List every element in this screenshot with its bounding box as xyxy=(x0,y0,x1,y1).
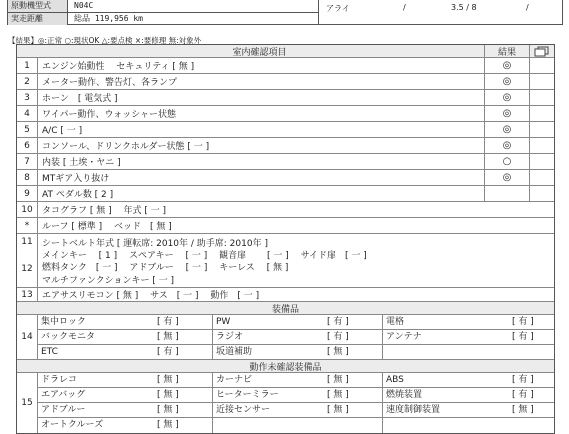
result-cell xyxy=(484,170,530,185)
interior-header xyxy=(17,45,554,58)
result-mark: ◎ xyxy=(502,124,512,135)
equipment-value: [ 無 ] xyxy=(157,390,179,400)
row-number: 3 xyxy=(17,90,38,105)
equipment-name: 速度制御装置 xyxy=(386,405,441,415)
check-item: MTギア入り抜け xyxy=(42,174,110,184)
result-cell xyxy=(484,122,530,137)
table-row xyxy=(17,186,554,202)
column-divider xyxy=(212,315,213,329)
column-divider xyxy=(382,330,383,344)
equipment-value: [ 有 ] xyxy=(512,390,534,400)
equipment-name: 燃焼装置 xyxy=(386,390,423,400)
table-row xyxy=(17,234,554,250)
equipment-row xyxy=(37,403,554,418)
equipment-value: [ 無 ] xyxy=(327,390,349,400)
equipment-row xyxy=(37,330,554,345)
table-row-air-suspension xyxy=(17,288,554,302)
equipment-value: [ 有 ] xyxy=(512,332,534,342)
result-mark: ◎ xyxy=(502,172,512,183)
result-mark: ◎ xyxy=(502,92,512,103)
equipment-name: エアバッグ xyxy=(41,390,86,400)
unchecked-block xyxy=(17,373,554,433)
equipment-name: ドラレコ xyxy=(41,375,78,385)
result-legend: 【結果】◎:正常 ○:現状OK △:要点検 ×:要修理 無:対象外 xyxy=(8,36,202,45)
table-row xyxy=(17,122,554,138)
table-row xyxy=(17,74,554,90)
equipment-value: [ 無 ] xyxy=(327,405,349,415)
equipment-name: アンテナ xyxy=(386,332,422,342)
equipment-value: [ 無 ] xyxy=(157,405,179,415)
mileage-value: 総品 119,956 km xyxy=(74,14,143,23)
column-divider xyxy=(382,388,383,402)
check-item: ルーフ [ 標準 ] ベッド [ 無 ] xyxy=(42,222,172,232)
equipment-name: 近接センサー xyxy=(216,405,271,415)
equipment-name: バックモニタ xyxy=(41,332,96,342)
equipment-value: [ 有 ] xyxy=(327,317,349,327)
equipment-value: [ 有 ] xyxy=(512,375,534,385)
column-divider xyxy=(212,388,213,402)
check-item: ワイパー動作、ウォッシャー状態 xyxy=(42,110,177,120)
column-divider xyxy=(212,330,213,344)
column-divider xyxy=(212,403,213,417)
row-number: 10 xyxy=(17,202,38,217)
column-divider xyxy=(382,403,383,417)
check-item: タコグラフ [ 無 ] 年式 [ 一 ] xyxy=(42,206,167,216)
equipment-name: PW xyxy=(216,317,231,327)
row-number: 4 xyxy=(17,106,38,121)
equipment-section-title: 装備品 xyxy=(17,302,554,315)
row-number: 8 xyxy=(17,170,38,185)
air-suspension-item: エアサスリモコン [ 無 ] サス [ 一 ] 動作 [ 一 ] xyxy=(42,291,260,301)
model-value: N04C xyxy=(74,1,94,10)
result-mark: ◎ xyxy=(502,108,512,119)
model-label: 原動機型式 xyxy=(8,0,68,12)
equipment-value: [ 無 ] xyxy=(327,375,349,385)
row-number: 15 xyxy=(17,373,38,433)
check-item: シートベルト年式 [ 運転席: 2010年 / 助手席: 2010年 ] xyxy=(42,238,268,249)
alignment-value-3: / xyxy=(526,3,529,12)
equipment-name: カーナビ xyxy=(216,375,253,385)
model-row xyxy=(8,0,318,12)
equipment-block xyxy=(17,315,554,360)
equipment-name: 電格 xyxy=(386,317,405,327)
row-number: 2 xyxy=(17,74,38,89)
result-cell xyxy=(484,74,530,89)
check-item: コンソール、ドリンクホルダー状態 [ 一 ] xyxy=(42,142,210,152)
check-item: メーター動作、警告灯、各ランプ xyxy=(42,78,178,88)
table-row-keys xyxy=(17,250,554,288)
equipment-row xyxy=(37,388,554,403)
check-item: AT ペダル数 [ 2 ] xyxy=(42,190,114,200)
equipment-name: アドブルー xyxy=(41,405,86,415)
row-number: 1 xyxy=(17,58,38,73)
equipment-name: ヒーターミラー xyxy=(216,390,279,400)
keys-item xyxy=(42,250,367,287)
table-row xyxy=(17,202,554,218)
inspection-table xyxy=(16,44,555,434)
check-item: A/C [ 一 ] xyxy=(42,126,83,136)
equipment-value: [ 有 ] xyxy=(157,317,179,327)
row-number: 14 xyxy=(17,315,38,359)
equipment-value: [ 無 ] xyxy=(157,375,179,385)
row-number: 11 xyxy=(17,234,38,250)
column-divider xyxy=(382,315,383,329)
table-row xyxy=(17,58,554,74)
alignment-value-2: 3.5 / 8 xyxy=(451,3,477,12)
equipment-value: [ 無 ] xyxy=(157,332,179,342)
equipment-value: [ 有 ] xyxy=(327,332,349,342)
keys-line-1: メインキー [ 1 ] スペアキー [ 一 ] 観音扉 [ 一 ] サイド扉 [ 一 ] xyxy=(42,250,367,261)
row-number: 5 xyxy=(17,122,38,137)
alignment-value-1: / xyxy=(403,3,406,12)
check-item: エンジン始動性 セキュリティ [ 無 ] xyxy=(42,62,195,72)
table-row xyxy=(17,218,554,234)
vehicle-info-box xyxy=(7,0,563,25)
equipment-row xyxy=(37,315,554,330)
table-row xyxy=(17,90,554,106)
equipment-value: [ 無 ] xyxy=(157,420,179,430)
column-divider xyxy=(382,345,383,360)
equipment-name: ABS xyxy=(386,375,404,385)
result-header: 結果 xyxy=(484,45,530,57)
equipment-name: ETC xyxy=(41,347,58,357)
column-divider xyxy=(382,373,383,387)
column-divider xyxy=(212,373,213,387)
equipment-value: [ 無 ] xyxy=(512,405,534,415)
vehicle-info-left xyxy=(8,0,319,24)
row-number: 13 xyxy=(17,288,38,301)
row-number: * xyxy=(17,218,38,233)
equipment-value: [ 有 ] xyxy=(512,317,534,327)
column-divider xyxy=(212,345,213,360)
copy-icon[interactable] xyxy=(534,46,550,57)
equipment-row xyxy=(37,373,554,388)
row-number: 9 xyxy=(17,186,38,201)
result-cell xyxy=(484,138,530,153)
mileage-label: 実走距離 xyxy=(8,13,68,25)
check-item: ホーン [ 電気式 ] xyxy=(42,94,118,104)
equipment-row xyxy=(37,345,554,360)
result-mark: ◎ xyxy=(502,76,512,87)
check-item: 内装 [ 土埃・ヤニ ] xyxy=(42,158,121,168)
interior-header-title: 室内確認項目 xyxy=(232,47,287,58)
result-cell xyxy=(484,90,530,105)
equipment-name: 集中ロック xyxy=(41,317,86,327)
mileage-row xyxy=(8,12,318,25)
equipment-name: ラジオ xyxy=(216,332,244,342)
result-cell xyxy=(484,58,530,73)
row-number: 12 xyxy=(17,250,38,287)
table-row xyxy=(17,138,554,154)
result-mark: ◎ xyxy=(502,140,512,151)
equipment-name: 坂道補助 xyxy=(216,347,253,357)
table-row xyxy=(17,106,554,122)
result-cell xyxy=(484,106,530,121)
row-number: 7 xyxy=(17,154,38,169)
alignment-label: アライ xyxy=(326,4,350,13)
unchecked-section-title: 動作未確認装備品 xyxy=(17,360,554,373)
keys-line-3: マルチファンクションキー [ 一 ] xyxy=(42,275,175,286)
equipment-value: [ 有 ] xyxy=(157,347,179,357)
equipment-value: [ 無 ] xyxy=(327,347,349,357)
result-cell xyxy=(484,154,530,169)
table-row xyxy=(17,154,554,170)
result-cell xyxy=(484,186,530,201)
table-row xyxy=(17,170,554,186)
result-mark: ○ xyxy=(502,156,512,167)
equipment-name: オートクルーズ xyxy=(41,420,104,430)
result-mark: ◎ xyxy=(502,60,512,71)
keys-line-2: 燃料タンク [ 一 ] アドブルー [ 一 ] キーレス [ 無 ] xyxy=(42,263,289,274)
row-number: 6 xyxy=(17,138,38,153)
